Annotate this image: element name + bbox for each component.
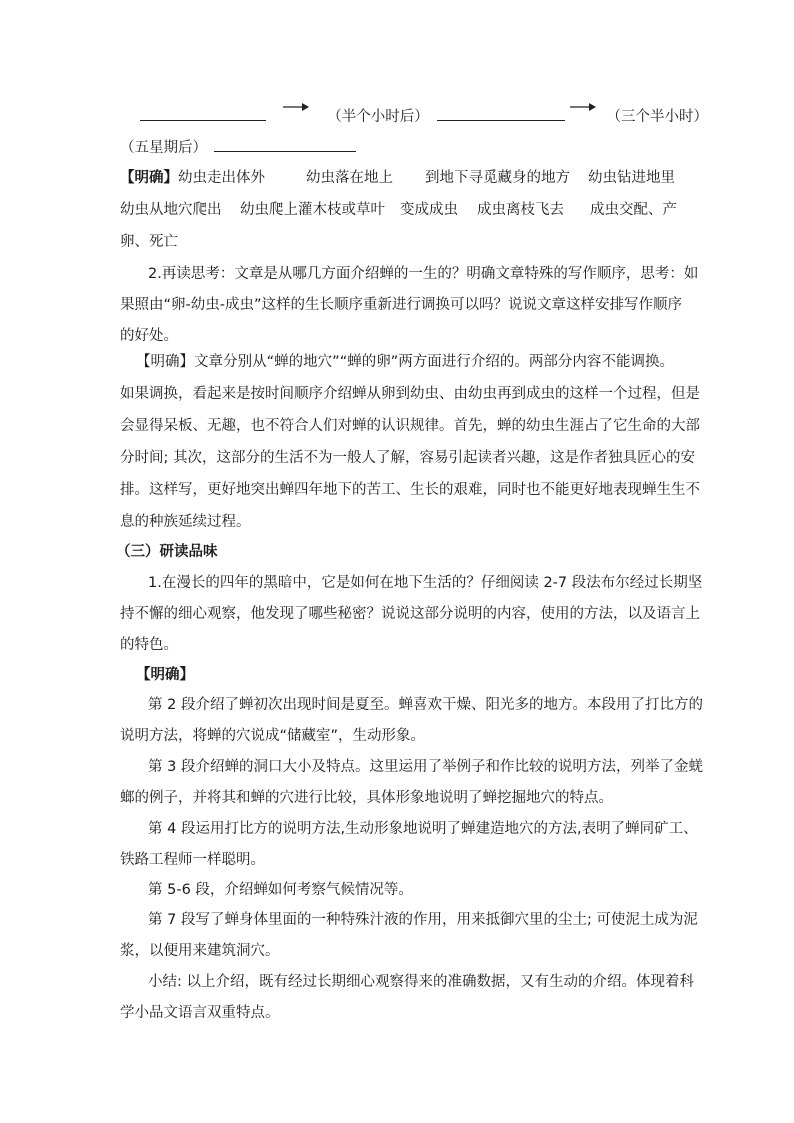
- stage-item: 幼虫从地穴爬出: [120, 202, 222, 218]
- time-label-3: （五星期后）: [120, 140, 207, 156]
- question2-line: 的好处。: [120, 328, 178, 344]
- flow-row-2: [120, 137, 356, 158]
- answer2-line: 会显得呆板、无趣，也不符合人们对蝉的认识规律。首先，蝉的幼虫生涯占了它生命的大部: [120, 418, 700, 434]
- stage-item: 成虫交配、产: [590, 202, 677, 218]
- stage-item: 幼虫落在地上: [306, 170, 393, 186]
- answer1-row-3: [120, 232, 178, 252]
- answer1-row-2: [120, 200, 677, 220]
- arrow-right-icon: [570, 106, 596, 120]
- answer2-line: 【明确】文章分别从“蝉的地穴”“蝉的卵”两方面进行介绍的。两部分内容不能调换。: [136, 354, 674, 370]
- stage-item: 到地下寻觅藏身的地方: [425, 170, 570, 186]
- question2-line: 2.再读思考：文章是从哪几方面介绍蝉的一生的？明确文章特殊的写作顺序，思考：如: [148, 266, 699, 282]
- stage-item: 成虫离枝飞去: [477, 202, 564, 218]
- answer-label: 【明确】: [136, 667, 194, 683]
- answer2-line: 息的种族延续过程。: [120, 514, 251, 530]
- stage-item: 卵、死亡: [120, 234, 178, 250]
- answer2-line: 分时间; 其次，这部分的生活不为一般人了解，容易引起读者兴趣，这是作者独具匠心的安: [120, 450, 695, 466]
- paragraph-line: 第 2 段介绍了蝉初次出现时间是夏至。蝉喜欢干燥、阳光多的地方。本段用了打比方的: [148, 697, 703, 713]
- paragraph-line: 学小品文语言双重特点。: [120, 1005, 280, 1021]
- paragraph-line: 第 3 段介绍蝉的洞口大小及特点。这里运用了举例子和作比较的说明方法，列举了金蜣: [148, 759, 703, 775]
- paragraph-line: 第 4 段运用打比方的说明方法,生动形象地说明了蝉建造地穴的方法,表明了蝉同矿工、: [148, 821, 698, 837]
- question-line: 1.在漫长的四年的黑暗中，它是如何在地下生活的？仔细阅读 2-7 段法布尔经过长期坚: [148, 575, 703, 591]
- answer-blank-2[interactable]: [437, 106, 565, 121]
- answer-blank-1[interactable]: [140, 106, 266, 121]
- stage-item: 幼虫钻进地里: [588, 170, 675, 186]
- paragraph-line: 小结: 以上介绍，既有经过长期细心观察得来的准确数据，又有生动的介绍。体现着科: [148, 974, 694, 990]
- time-label-1: （半个小时后）: [327, 109, 429, 125]
- question2-line: 果照由“卵-幼虫-成虫”这样的生长顺序重新进行调换可以吗？说说文章这样安排写作顺序: [120, 297, 682, 313]
- time-label-2: （三个半小时）: [606, 109, 709, 125]
- question-line: 持不懈的细心观察，他发现了哪些秘密？说说这部分说明的内容，使用的方法，以及语言上: [120, 606, 700, 622]
- arrow-right-icon: [283, 106, 309, 120]
- stage-item: 变成成虫: [400, 202, 458, 218]
- paragraph-line: 第 5-6 段，介绍蝉如何考察气候情况等。: [148, 882, 413, 898]
- paragraph-line: 螂的例子，并将其和蝉的穴进行比较，具体形象地说明了蝉挖掘地穴的特点。: [120, 790, 613, 806]
- stage-item: 幼虫爬上灌木枝或草叶: [240, 202, 385, 218]
- answer-label: 【明确】: [120, 170, 178, 186]
- answer2-line: 如果调换，看起来是按时间顺序介绍蝉从卵到幼虫、由幼虫再到成虫的这样一个过程，但是: [120, 386, 700, 402]
- paragraph-line: 说明方法，将蝉的穴说成“储藏室”，生动形象。: [120, 728, 426, 744]
- answer2-line: 排。这样写，更好地突出蝉四年地下的苦工、生长的艰难，同时也不能更好地表现蝉生生不: [120, 482, 700, 498]
- paragraph-line: 铁路工程师一样聪明。: [120, 852, 265, 868]
- flow-row-1: [140, 106, 708, 127]
- stage-item: 幼虫走出体外: [178, 170, 265, 186]
- section-heading: （三）研读品味: [116, 544, 218, 560]
- paragraph-line: 浆，以便用来建筑洞穴。: [120, 943, 280, 959]
- question-line: 的特色。: [120, 637, 178, 653]
- paragraph-line: 第 7 段写了蝉身体里面的一种特殊汁液的作用，用来抵御穴里的尘土; 可使泥土成为泥: [148, 912, 698, 928]
- answer-blank-3[interactable]: [214, 137, 356, 152]
- answer1-row-1: [120, 168, 675, 188]
